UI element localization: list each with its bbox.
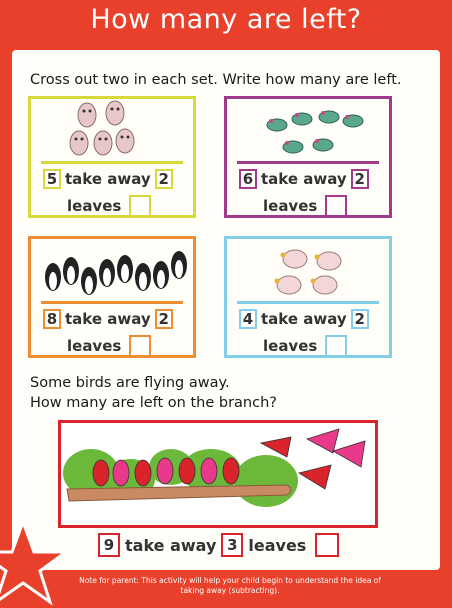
penguins-picture bbox=[39, 241, 189, 303]
take-away-label: take away bbox=[261, 170, 347, 188]
leaves-label: leaves bbox=[67, 337, 122, 355]
count-box: 9 bbox=[98, 533, 120, 557]
leaves-label: leaves bbox=[263, 197, 318, 215]
parent-note-line-2: taking away (subtracting). bbox=[180, 586, 280, 595]
count-box: 8 bbox=[43, 309, 61, 329]
branch-equation bbox=[98, 533, 339, 557]
answer-box[interactable] bbox=[325, 335, 347, 357]
take-box: 2 bbox=[351, 169, 369, 189]
take-away-label: take away bbox=[261, 310, 347, 328]
owls-picture bbox=[65, 99, 165, 161]
question-line-2: How many are left on the branch? bbox=[30, 395, 277, 411]
instruction-text: Cross out two in each set. Write how many are left. bbox=[30, 72, 402, 88]
divider bbox=[237, 161, 379, 164]
question-line-1: Some birds are flying away. bbox=[30, 375, 230, 391]
count-box: 6 bbox=[239, 169, 257, 189]
parent-note bbox=[70, 576, 390, 596]
divider bbox=[41, 161, 183, 164]
divider bbox=[237, 301, 379, 304]
take-away-label: take away bbox=[65, 170, 151, 188]
set-box-penguins bbox=[28, 236, 196, 358]
take-away-label: take away bbox=[65, 310, 151, 328]
birds-on-branch-picture bbox=[61, 423, 375, 525]
hummingbirds-picture bbox=[257, 99, 367, 161]
answer-box[interactable] bbox=[129, 195, 151, 217]
star-icon bbox=[0, 518, 68, 608]
count-box: 5 bbox=[43, 169, 61, 189]
answer-box[interactable] bbox=[129, 335, 151, 357]
ducks-picture bbox=[267, 239, 367, 301]
take-away-label: take away bbox=[125, 535, 217, 555]
take-box: 2 bbox=[155, 169, 173, 189]
take-box: 2 bbox=[155, 309, 173, 329]
branch-picture-box bbox=[58, 420, 378, 528]
answer-box[interactable] bbox=[325, 195, 347, 217]
leaves-label: leaves bbox=[263, 337, 318, 355]
set-box-hummingbirds bbox=[224, 96, 392, 218]
parent-note-line-1: Note for parent: This activity will help your child begin to understand the idea of bbox=[79, 576, 381, 585]
leaves-label: leaves bbox=[248, 535, 307, 555]
divider bbox=[41, 301, 183, 304]
take-box: 3 bbox=[221, 533, 243, 557]
leaves-label: leaves bbox=[67, 197, 122, 215]
take-box: 2 bbox=[351, 309, 369, 329]
set-box-ducks bbox=[224, 236, 392, 358]
answer-box[interactable] bbox=[315, 533, 339, 557]
page-title: How many are left? bbox=[90, 4, 362, 35]
set-box-owls bbox=[28, 96, 196, 218]
count-box: 4 bbox=[239, 309, 257, 329]
